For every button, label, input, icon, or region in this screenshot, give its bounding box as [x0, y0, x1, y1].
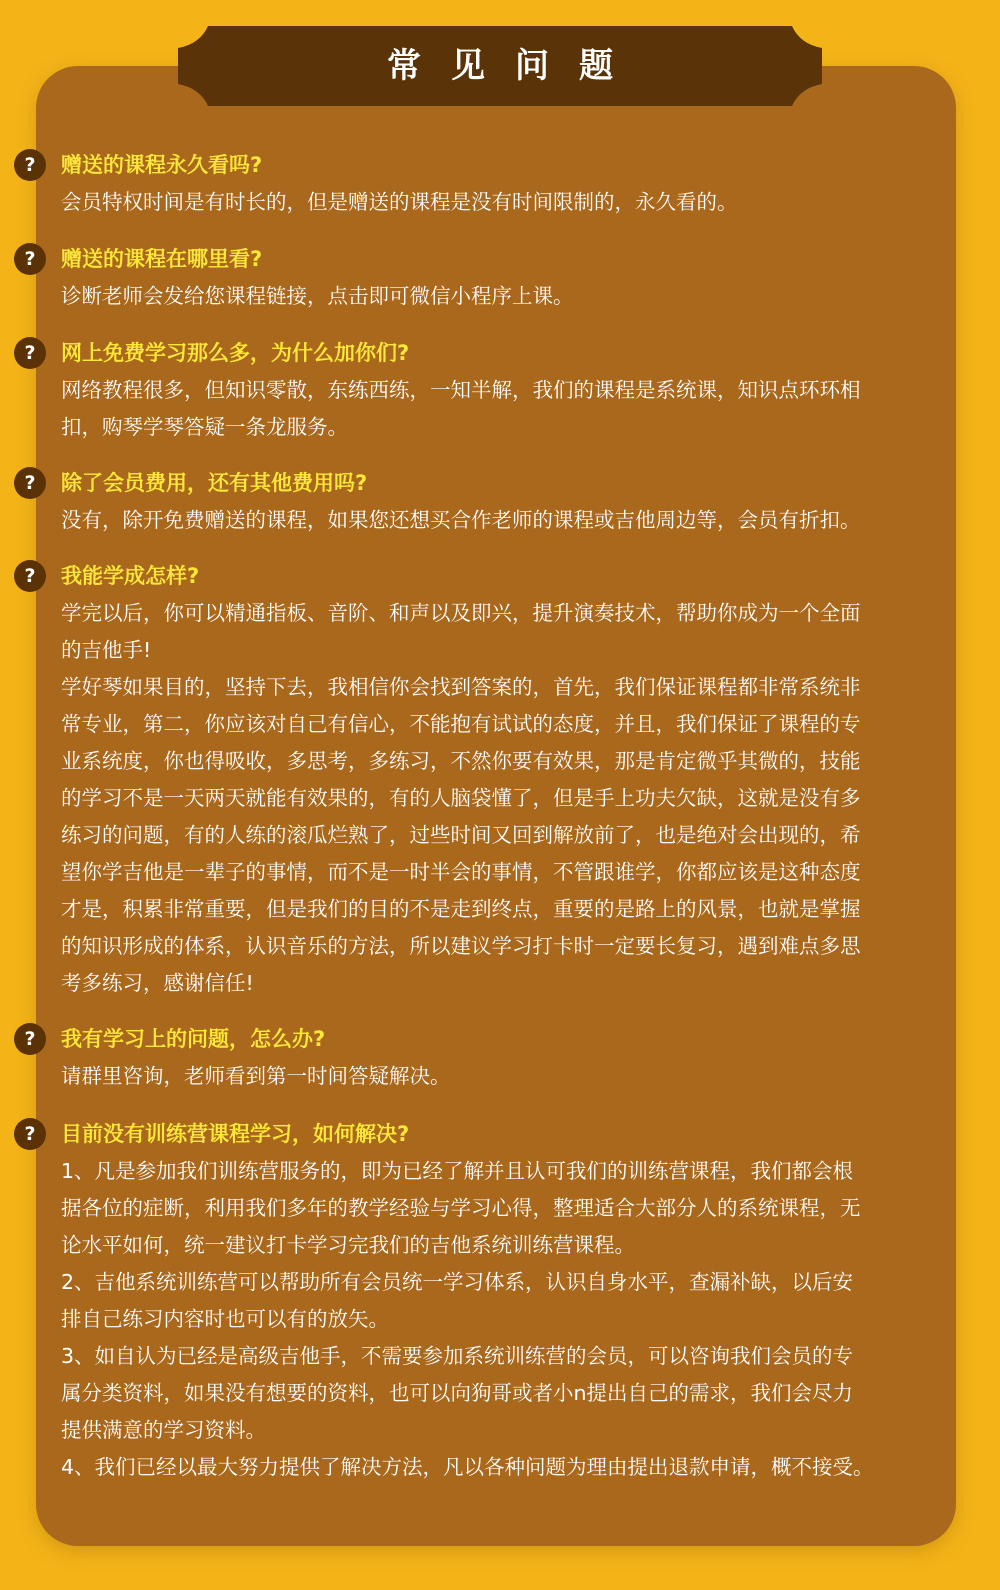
- answer-line: 的吉他手!: [61, 638, 152, 662]
- answer-line: 1、凡是参加我们训练营服务的，即为已经了解并且认可我们的训练营课程，我们都会根: [61, 1159, 854, 1183]
- answer-line: 网络教程很多，但知识零散，东练西练，一知半解，我们的课程是系统课，知识点环环相: [61, 378, 861, 402]
- answer-line: 排自己练习内容时也可以有的放矢。: [61, 1307, 389, 1331]
- question-mark-icon: ?: [14, 243, 46, 275]
- faq-answer: [61, 1058, 941, 1095]
- faq-answer: [61, 1153, 941, 1486]
- question-mark-icon: ?: [14, 149, 46, 181]
- faq-question: 我有学习上的问题，怎么办?: [61, 1027, 326, 1051]
- faq-question: 除了会员费用，还有其他费用吗?: [61, 471, 368, 495]
- answer-line: 论水平如何，统一建议打卡学习完我们的吉他系统训练营课程。: [61, 1233, 635, 1257]
- faq-answer: [61, 595, 941, 1002]
- answer-line: 会员特权时间是有时长的，但是赠送的课程是没有时间限制的，永久看的。: [61, 190, 738, 214]
- page-title: 常见问题: [387, 46, 643, 86]
- title-banner: [178, 26, 822, 106]
- faq-question: 赠送的课程永久看吗?: [61, 153, 263, 177]
- answer-line: 据各位的症断，利用我们多年的教学经验与学习心得，整理适合大部分人的系统课程，无: [61, 1196, 861, 1220]
- answer-line: 诊断老师会发给您课程链接，点击即可微信小程序上课。: [61, 284, 574, 308]
- question-mark-icon: ?: [14, 467, 46, 499]
- faq-question: 赠送的课程在哪里看?: [61, 247, 263, 271]
- answer-line: 没有，除开免费赠送的课程，如果您还想买合作老师的课程或吉他周边等，会员有折扣。: [61, 508, 861, 532]
- question-mark-icon: ?: [14, 337, 46, 369]
- faq-answer: [61, 184, 941, 221]
- answer-line: 练习的问题，有的人练的滚瓜烂熟了，过些时间又回到解放前了，也是绝对会出现的，希: [61, 823, 861, 847]
- answer-line: 2、吉他系统训练营可以帮助所有会员统一学习体系，认识自身水平，查漏补缺，以后安: [61, 1270, 854, 1294]
- answer-line: 的知识形成的体系，认识音乐的方法，所以建议学习打卡时一定要长复习，遇到难点多思: [61, 934, 861, 958]
- answer-line: 扣，购琴学琴答疑一条龙服务。: [61, 415, 348, 439]
- answer-line: 学完以后，你可以精通指板、音阶、和声以及即兴，提升演奏技术，帮助你成为一个全面: [61, 601, 861, 625]
- faq-answer: [61, 502, 941, 539]
- faq-question: 网上免费学习那么多，为什么加你们?: [61, 341, 410, 365]
- answer-line: 属分类资料，如果没有想要的资料，也可以向狗哥或者小n提出自己的需求，我们会尽力: [61, 1381, 853, 1405]
- answer-line: 请群里咨询，老师看到第一时间答疑解决。: [61, 1064, 451, 1088]
- answer-line: 的学习不是一天两天就能有效果的，有的人脑袋懂了，但是手上功夫欠缺，这就是没有多: [61, 786, 861, 810]
- faq-answer: [61, 372, 941, 446]
- answer-line: 常专业，第二，你应该对自己有信心，不能抱有试试的态度，并且，我们保证了课程的专: [61, 712, 861, 736]
- answer-line: 4、我们已经以最大努力提供了解决方法，凡以各种问题为理由提出退款申请，概不接受。: [61, 1455, 874, 1479]
- answer-line: 才是，积累非常重要，但是我们的目的不是走到终点，重要的是路上的风景，也就是掌握: [61, 897, 861, 921]
- question-mark-icon: ?: [14, 1118, 46, 1150]
- answer-line: 3、如自认为已经是高级吉他手，不需要参加系统训练营的会员，可以咨询我们会员的专: [61, 1344, 854, 1368]
- faq-question: 目前没有训练营课程学习，如何解决?: [61, 1122, 410, 1146]
- answer-line: 提供满意的学习资料。: [61, 1418, 266, 1442]
- faq-question: 我能学成怎样?: [61, 564, 200, 588]
- answer-line: 学好琴如果目的，坚持下去，我相信你会找到答案的，首先，我们保证课程都非常系统非: [61, 675, 861, 699]
- answer-line: 业系统度，你也得吸收，多思考，多练习，不然你要有效果，那是肯定微乎其微的，技能: [61, 749, 861, 773]
- answer-line: 望你学吉他是一辈子的事情，而不是一时半会的事情，不管跟谁学，你都应该是这种态度: [61, 860, 861, 884]
- question-mark-icon: ?: [14, 1023, 46, 1055]
- faq-answer: [61, 278, 941, 315]
- question-mark-icon: ?: [14, 560, 46, 592]
- answer-line: 考多练习，感谢信任!: [61, 971, 254, 995]
